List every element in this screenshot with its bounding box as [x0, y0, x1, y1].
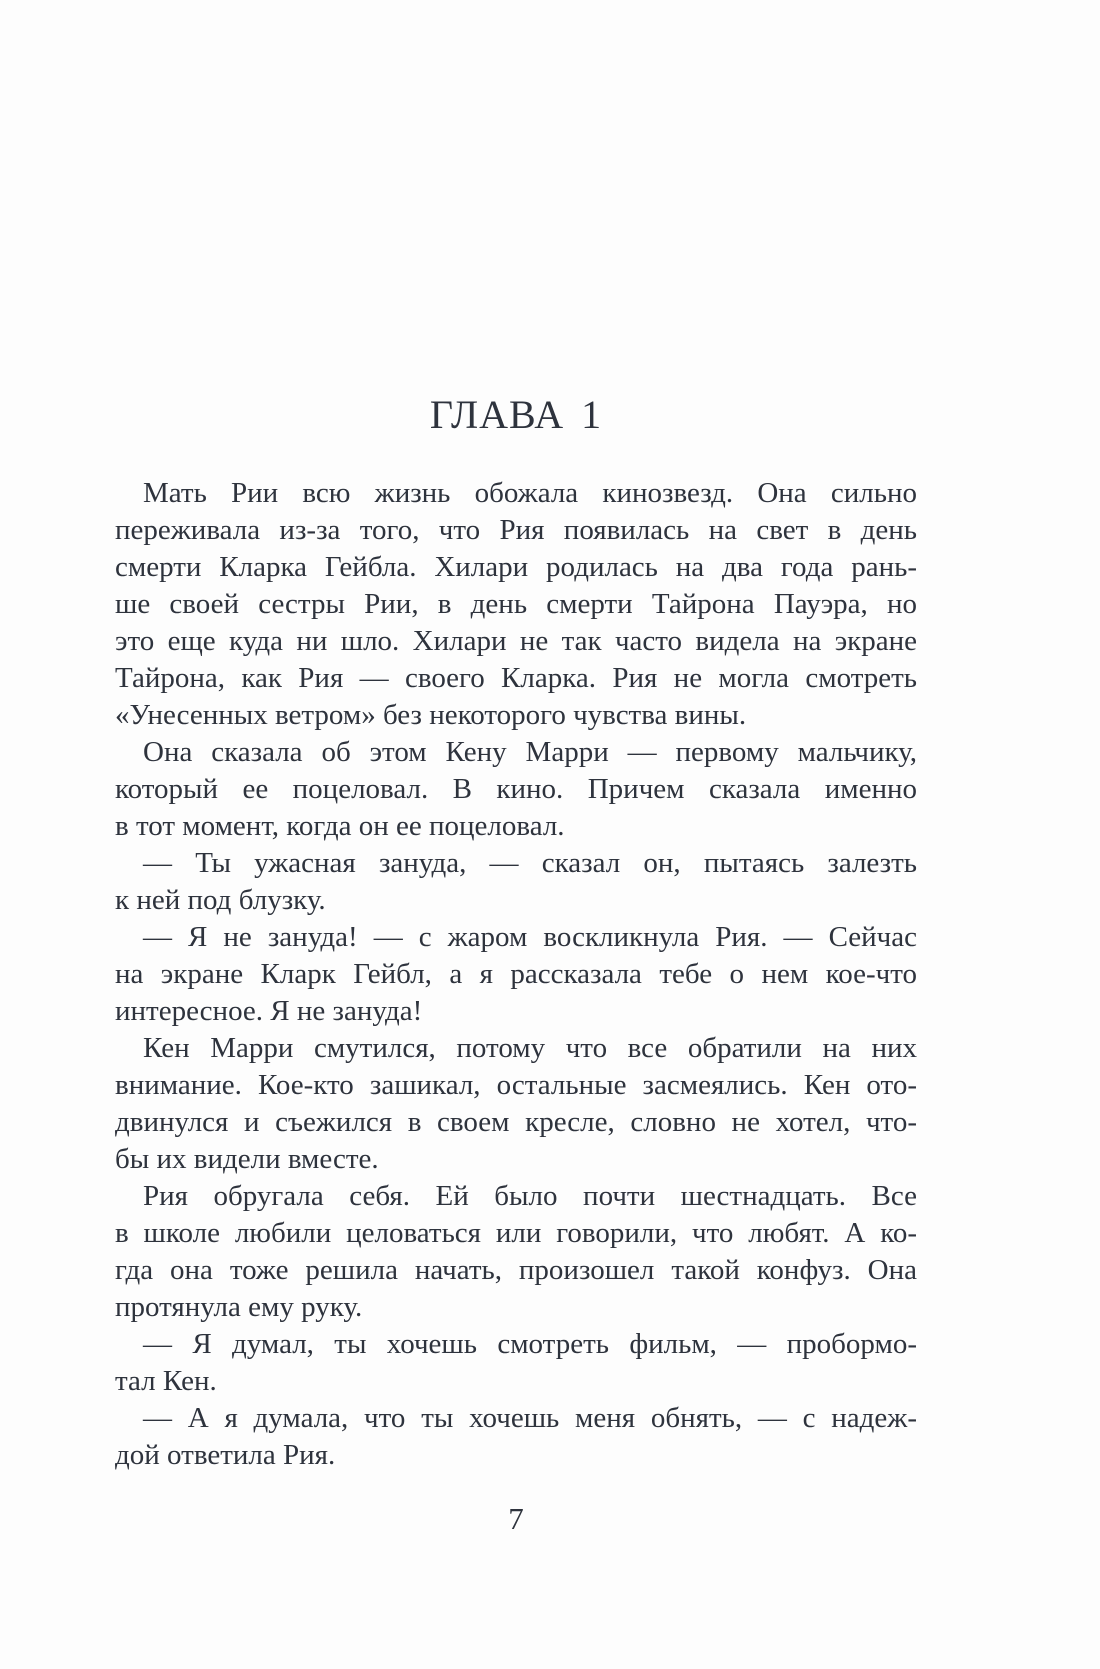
- text-block: [115, 475, 917, 1474]
- paragraph: [115, 475, 917, 734]
- text-line: тал Кен.: [115, 1365, 217, 1397]
- text-line: переживала из-за того, что Рия появилась на свет в день: [115, 514, 917, 546]
- text-line: на экране Кларк Гейбл, а я рассказала тебе о нем кое-что: [115, 958, 917, 990]
- page-number: 7: [508, 1501, 524, 1536]
- text-line: Мать Рии всю жизнь обожала кинозвезд. Она сильно: [143, 477, 917, 509]
- text-line: в тот момент, когда он ее поцеловал.: [115, 810, 565, 842]
- paragraph: [115, 1400, 917, 1474]
- text-line: к ней под блузку.: [115, 884, 326, 916]
- paragraph: [115, 845, 917, 919]
- text-line: смерти Кларка Гейбла. Хилари родилась на два года рань-: [115, 551, 917, 583]
- text-line: Рия обругала себя. Ей было почти шестнадцать. Все: [143, 1180, 917, 1212]
- text-line: ше своей сестры Рии, в день смерти Тайрона Пауэра, но: [115, 588, 917, 620]
- text-line: дой ответила Рия.: [115, 1439, 336, 1471]
- text-line: двинулся и съежился в своем кресле, словно не хотел, что-: [115, 1106, 917, 1138]
- text-line: это еще куда ни шло. Хилари не так часто видела на экране: [115, 625, 917, 657]
- paragraph: [115, 734, 917, 845]
- text-line: — А я думала, что ты хочешь меня обнять, — с надеж-: [143, 1402, 917, 1434]
- paragraph: [115, 1178, 917, 1326]
- text-line: Кен Марри смутился, потому что все обратили на них: [143, 1032, 917, 1064]
- text-line: бы их видели вместе.: [115, 1143, 379, 1175]
- text-line: интересное. Я не зануда!: [115, 995, 423, 1027]
- chapter-heading: ГЛАВА 1: [429, 392, 603, 437]
- text-line: — Я не зануда! — с жаром воскликнула Рия. — Сейчас: [143, 921, 917, 953]
- text-line: который ее поцеловал. В кино. Причем сказала именно: [115, 773, 917, 805]
- paragraph: [115, 1030, 917, 1178]
- paragraph: [115, 919, 917, 1030]
- text-line: гда она тоже решила начать, произошел такой конфуз. Она: [115, 1254, 917, 1286]
- paragraph: [115, 1326, 917, 1400]
- text-line: протянула ему руку.: [115, 1291, 363, 1323]
- text-line: «Унесенных ветром» без некоторого чувства вины.: [115, 699, 747, 731]
- text-line: — Я думал, ты хочешь смотреть фильм, — пробормо-: [143, 1328, 917, 1360]
- text-line: — Ты ужасная зануда, — сказал он, пытаясь залезть: [143, 847, 917, 879]
- text-line: в школе любили целоваться или говорили, что любят. А ко-: [115, 1217, 917, 1249]
- text-line: Тайрона, как Рия — своего Кларка. Рия не могла смотреть: [115, 662, 917, 694]
- text-line: внимание. Кое-кто зашикал, остальные засмеялись. Кен ото-: [115, 1069, 917, 1101]
- text-line: Она сказала об этом Кену Марри — первому мальчику,: [143, 736, 917, 768]
